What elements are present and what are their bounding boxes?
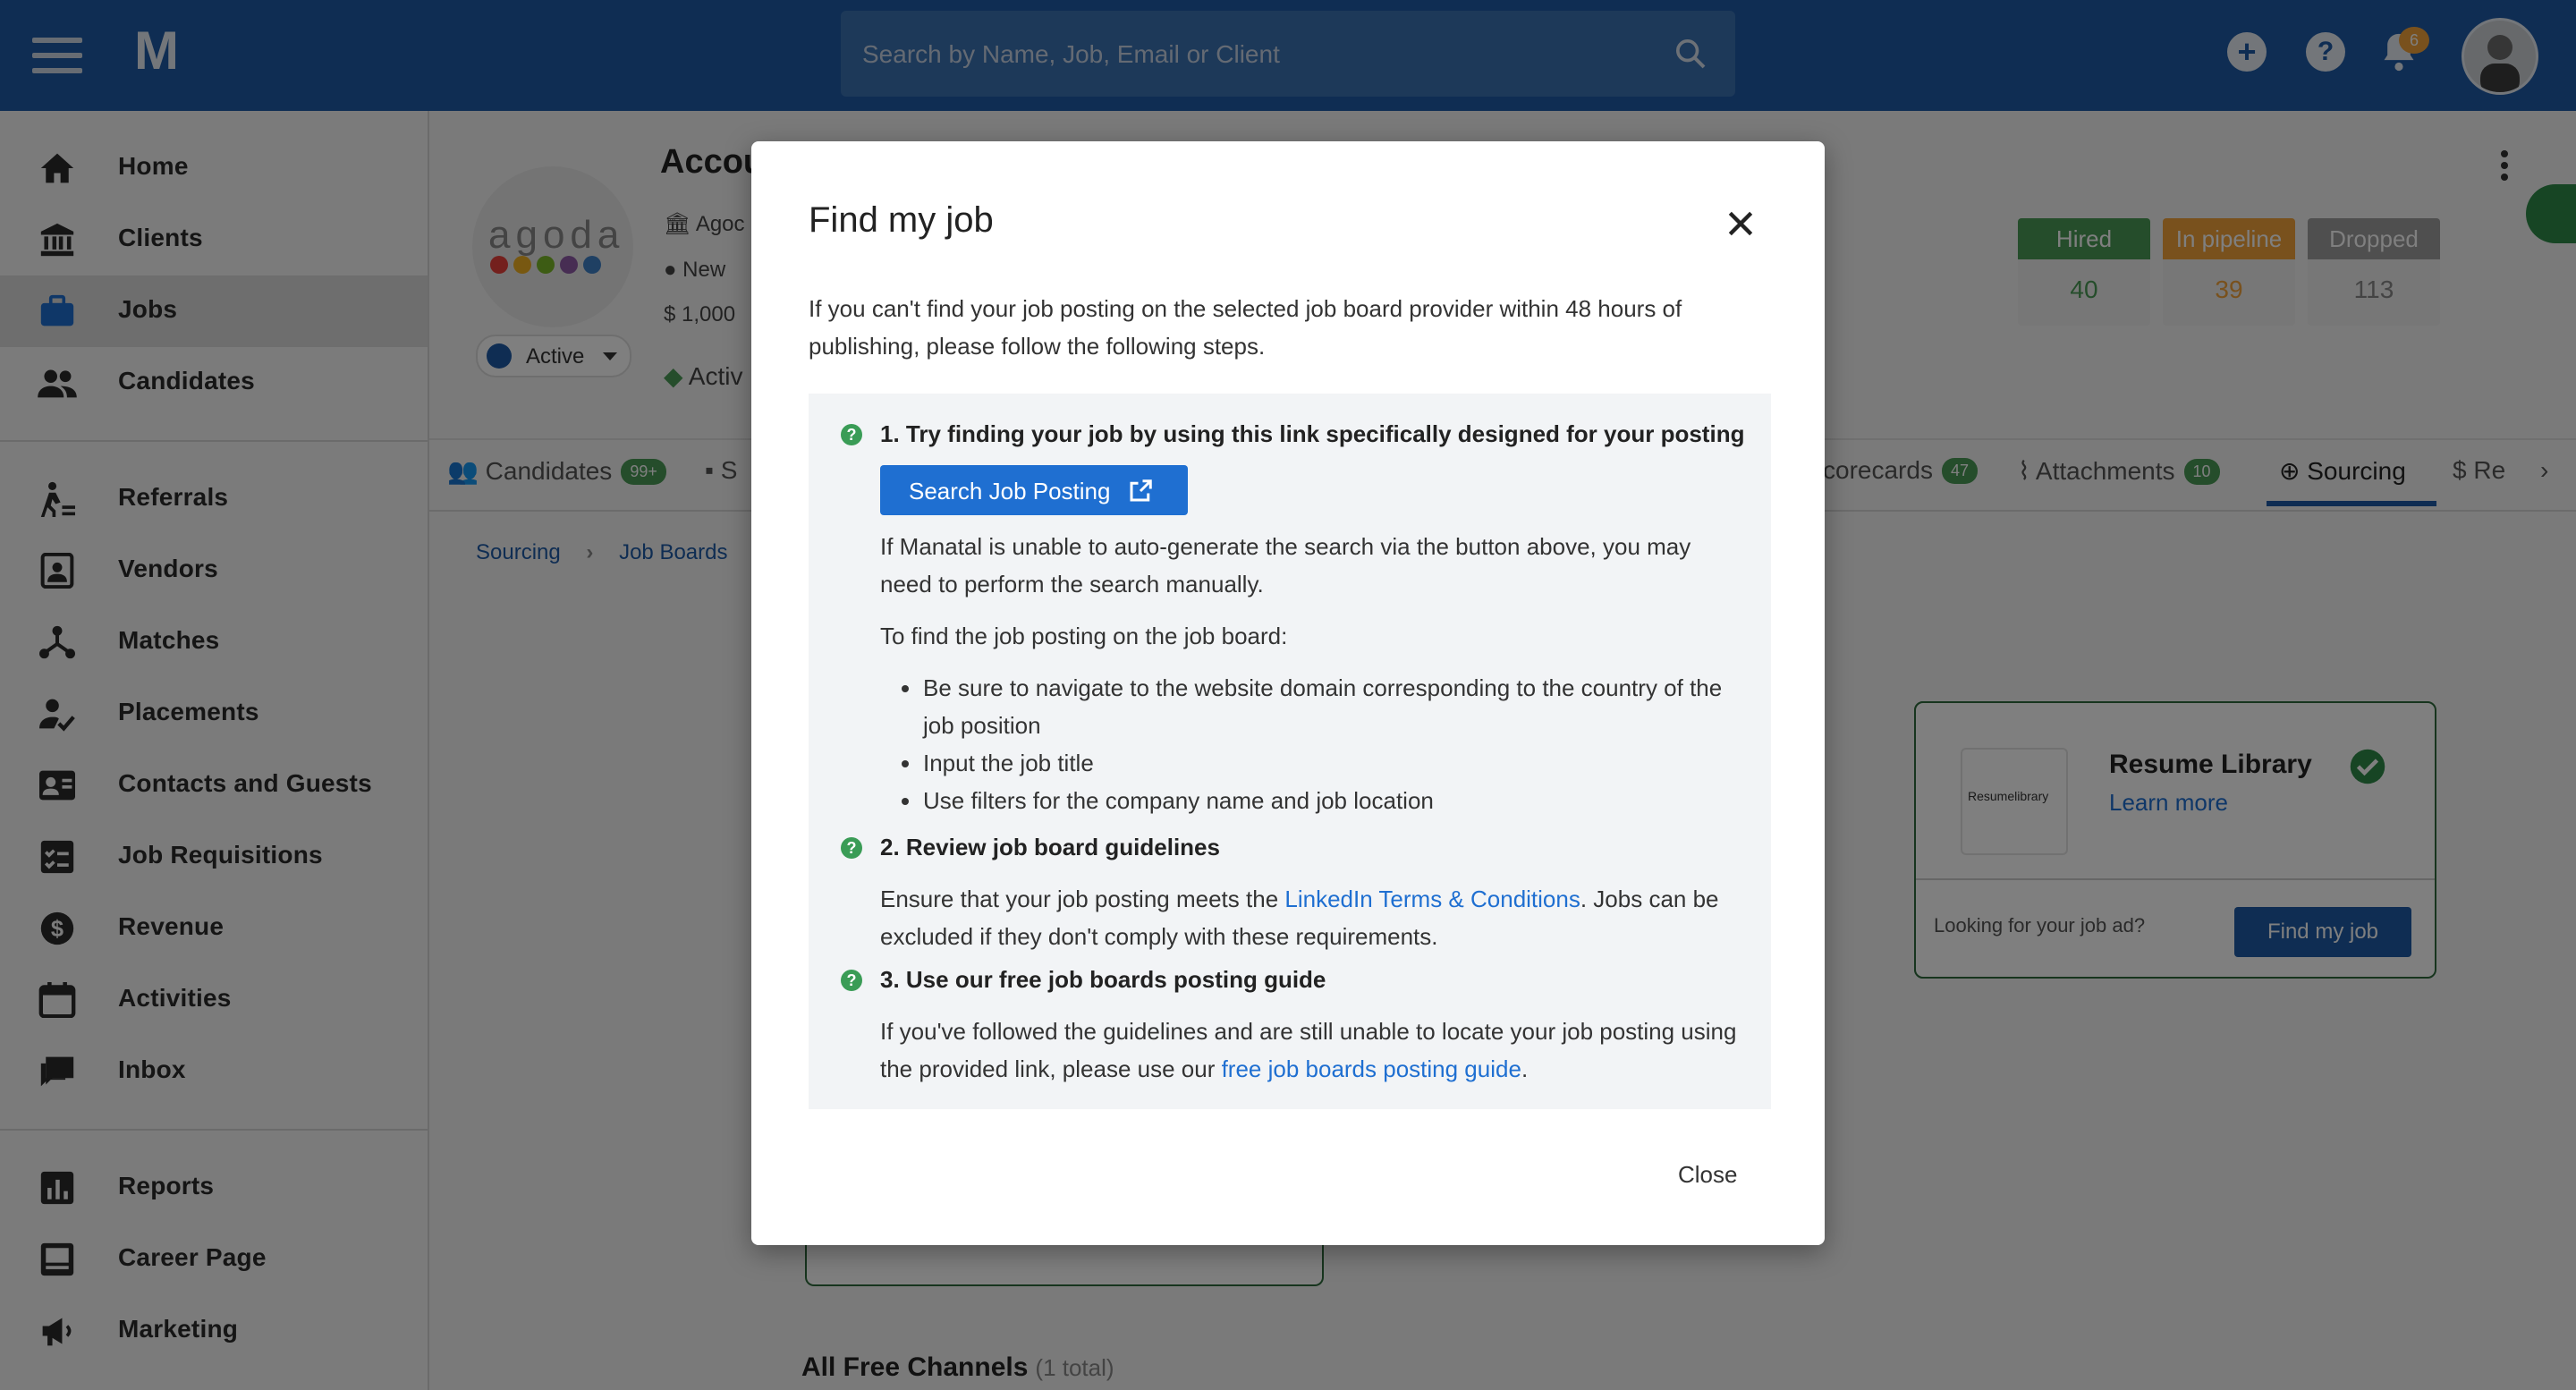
list-item: Input the job title — [923, 744, 1755, 782]
close-button[interactable]: Close — [1678, 1161, 1738, 1188]
steps-panel — [809, 394, 1771, 1109]
dialog-title: Find my job — [809, 200, 994, 240]
step-1-paragraph: If Manatal is unable to auto-generate the search via the button above, you may need to perform the search manually. — [880, 533, 1691, 598]
list-item: Use filters for the company name and job location — [923, 782, 1755, 819]
step-1-instructions: To find the job posting on the job board: — [880, 623, 1288, 649]
list-item: Be sure to navigate to the website domain corresponding to the country of the job position — [923, 669, 1755, 744]
step-3-paragraph: If you've followed the guidelines and are still unable to locate your job posting using the provided link, please use our free job boards posting guide. — [880, 1018, 1737, 1082]
help-icon: ? — [841, 970, 862, 991]
external-link-icon — [1127, 478, 1154, 504]
step-2-paragraph: Ensure that your job posting meets the LinkedIn Terms & Conditions. Jobs can be excluded if they don't comply with these requirements. — [880, 886, 1719, 950]
close-icon[interactable] — [1723, 206, 1758, 242]
posting-guide-link[interactable]: free job boards posting guide — [1221, 1055, 1521, 1082]
step-2-title: 2. Review job board guidelines — [880, 834, 1220, 860]
step-1-title: 1. Try finding your job by using this link specifically designed for your posting — [880, 420, 1745, 447]
help-icon: ? — [841, 424, 862, 445]
help-icon: ? — [841, 837, 862, 859]
dialog-intro: If you can't find your job posting on the selected job board provider within 48 hours of publishing, please follow the following steps. — [809, 295, 1682, 360]
button-label: Search Job Posting — [909, 478, 1111, 504]
step-3-title: 3. Use our free job boards posting guide — [880, 966, 1326, 993]
search-job-posting-button[interactable] — [880, 465, 1188, 515]
linkedin-terms-link[interactable]: LinkedIn Terms & Conditions — [1284, 886, 1580, 912]
find-my-job-dialog — [751, 141, 1825, 1245]
